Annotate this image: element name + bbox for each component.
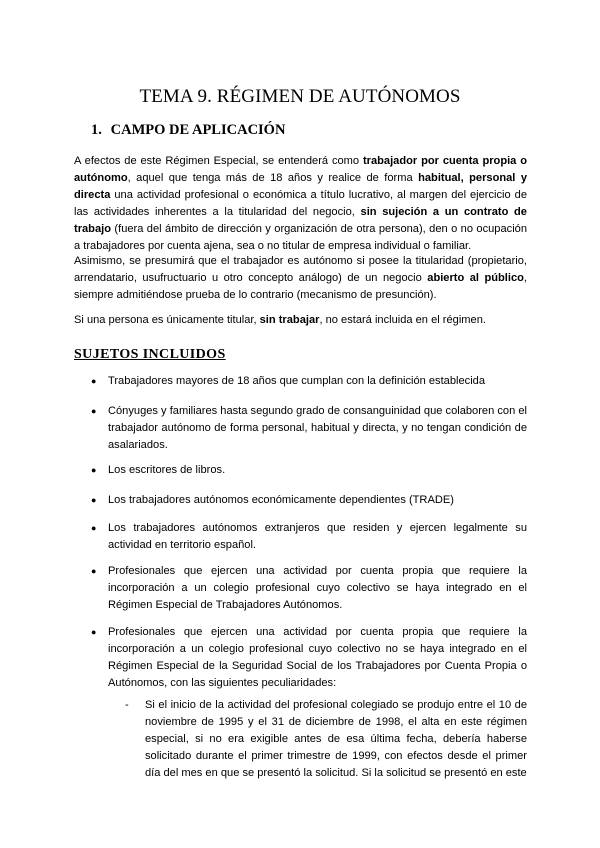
list-item (91, 373, 527, 390)
list-item (91, 403, 527, 454)
text-run: A efectos de este Régimen Especial, se entenderá como (74, 155, 363, 167)
text-run: (fuera del ámbito de dirección y organización de otra persona), den o no ocupación a trabajadores por cuenta ajena, sea o no titular de empresa individual o familiar. (74, 223, 527, 252)
page-title: TEMA 9. RÉGIMEN DE AUTÓNOMOS (139, 86, 461, 107)
text-run: , aquel que tenga más de 18 años y realice de forma (127, 172, 419, 184)
list-item-text: Trabajadores mayores de 18 años que cumplan con la definición establecida (108, 375, 486, 387)
bold-run: habitual, personal y directa (74, 172, 528, 201)
list-item-text: Cónyuges y familiares hasta segundo grado de consanguinidad que colaboren con el trabajador autónomo de forma personal, habitual y directa, y no tengan condición de asalariados. (108, 405, 527, 451)
bold-run: trabajador por cuenta propia o autónomo (74, 155, 527, 184)
list-item (91, 462, 527, 479)
list-item (91, 624, 527, 692)
paragraph-presuncion (74, 253, 527, 304)
list-item-text: Los trabajadores autónomos extranjeros que residen y ejercen legalmente su actividad en territorio español. (108, 522, 527, 551)
bold-run: abierto al público (427, 272, 524, 284)
section-heading-text: CAMPO DE APLICACIÓN (110, 122, 286, 138)
list-item-text: Profesionales que ejercen una actividad por cuenta propia que requiere la incorporación a un colegio profesional cuyo colectivo se haya integrado en el Régimen Especial de Trabajadores Autónomos. (108, 565, 527, 611)
text-run: Si una persona es únicamente titular, (74, 314, 260, 326)
bold-run: sin sujeción a un contrato de trabajo (74, 206, 527, 235)
bullet-icon: ● (91, 495, 97, 505)
bullet-icon: ● (91, 465, 97, 475)
paragraph-titular (74, 312, 527, 329)
list-item (91, 492, 527, 509)
sub-list-item-text: Si el inicio de la actividad del profesional colegiado se produjo entre el 10 de noviembre de 1995 y el 31 de diciembre de 1998, el alta en este régimen especial, si no era exigible antes de esa última fecha, debería haberse solicitado durante el primer trimestre de 1999, con efectos desde el primer día del mes en que se presentó la solicitud. Si la solicitud se presentó en este (145, 699, 527, 779)
list-item-text: Los trabajadores autónomos económicamente dependientes (TRADE) (108, 494, 454, 506)
paragraph-definicion (74, 153, 527, 255)
bullet-icon: ● (91, 627, 97, 637)
section-heading-campo (91, 122, 285, 139)
text-run: , no estará incluida en el régimen. (319, 314, 486, 326)
dash-marker: - (125, 699, 129, 711)
list-item (91, 520, 527, 554)
bullet-icon: ● (91, 566, 97, 576)
text-run: Asimismo, se presumirá que el trabajador es autónomo si posee la titularidad (propietario, arrendatario, usufructuario u otro concepto análogo) de un negocio (74, 255, 527, 284)
text-run: , siempre admitiéndose prueba de lo contrario (mecanismo de presunción). (74, 272, 527, 301)
sub-list-item (125, 697, 527, 782)
bold-run: sin trabajar (259, 314, 320, 326)
bullet-icon: ● (91, 376, 97, 386)
bullet-icon: ● (91, 523, 97, 533)
bullet-icon: ● (91, 406, 97, 416)
section-number: 1. (91, 122, 102, 138)
list-item-text: Profesionales que ejercen una actividad por cuenta propia que requiere la incorporación a un colegio profesional cuyo colectivo no se haya integrado en el Régimen Especial de la Seguridad Social de los Trabajadores por Cuenta Propia o Autónomos, con las siguientes peculiaridades: (108, 626, 527, 689)
list-item-text: Los escritores de libros. (108, 464, 226, 476)
text-run: una actividad profesional o económica a título lucrativo, al margen del ejercicio de las actividades inherentes a la titularidad del negocio, (74, 189, 527, 218)
section-heading-sujetos: SUJETOS INCLUIDOS (74, 347, 226, 362)
list-item (91, 563, 527, 614)
